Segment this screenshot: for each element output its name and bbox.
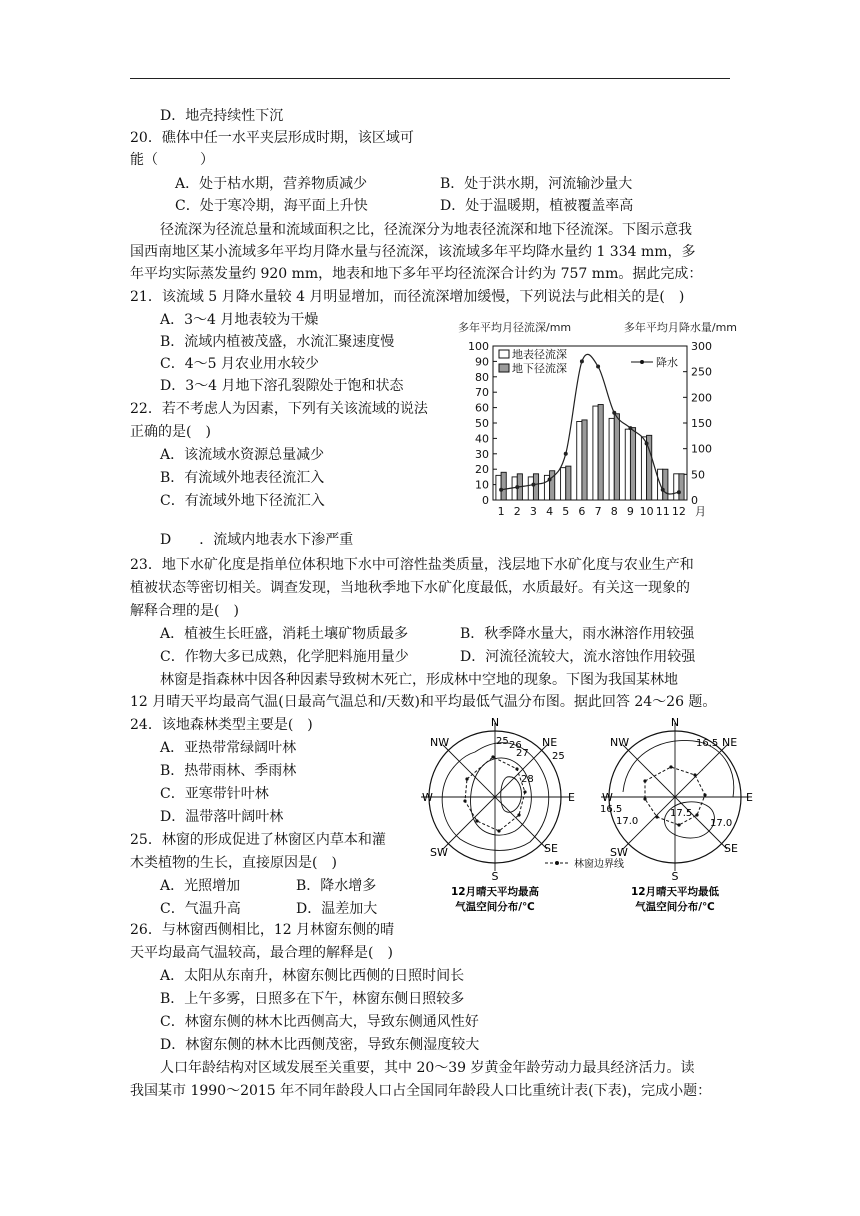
legend-rain-label: 降水 bbox=[656, 356, 678, 369]
header-rule bbox=[130, 78, 730, 79]
q23-stem-2: 植被状态等密切相关。调查发现，当地秋季地下水矿化度最低，水质最好。有关这一现象的 bbox=[130, 580, 690, 596]
isotherm-label: 26 bbox=[509, 740, 522, 751]
ground-runoff-bar bbox=[566, 466, 571, 500]
ground-runoff-bar bbox=[630, 428, 635, 500]
gap-boundary-legend bbox=[545, 857, 624, 870]
dir-nw-left: NW bbox=[430, 736, 450, 749]
passage-2-line-2: 12 月晴天平均最高气温(日最高气温总和/天数)和平均最低气温分布图。据此回答 24～26 题。 bbox=[130, 694, 717, 710]
dir-ne-left: NE bbox=[542, 736, 558, 749]
dir-s-right: S bbox=[671, 870, 679, 883]
right-tick-label: 0 bbox=[691, 494, 698, 507]
dir-e-left: E bbox=[568, 791, 575, 804]
legend-surface-swatch bbox=[499, 350, 509, 358]
x-tick-label: 5 bbox=[562, 505, 570, 518]
isotherm-label: 28 bbox=[521, 774, 534, 785]
x-tick-label: 2 bbox=[513, 505, 521, 518]
x-tick-label: 4 bbox=[546, 505, 554, 518]
q25-stem: 25．林窗的形成促进了林窗区内草本和灌 bbox=[130, 832, 386, 848]
x-tick-label: 1 bbox=[497, 505, 505, 518]
q26-option-d: D．林窗东侧的林木比西侧茂密，导致东侧湿度较大 bbox=[160, 1037, 480, 1053]
surface-runoff-bar bbox=[528, 477, 533, 500]
q25-option-d: D．温差加大 bbox=[296, 901, 378, 917]
isotherm-label: 25 bbox=[496, 736, 509, 747]
q21-option-c: C．4～5 月农业用水较少 bbox=[160, 356, 319, 372]
right-tick-label: 100 bbox=[691, 442, 712, 456]
q23-stem-3: 解释合理的是( ) bbox=[130, 603, 239, 619]
ground-runoff-bar bbox=[679, 474, 684, 500]
caption-max-2: 气温空间分布/℃ bbox=[455, 901, 535, 913]
left-tick-label: 70 bbox=[475, 386, 489, 400]
legend-rain-dot bbox=[640, 360, 644, 364]
right-tick-label: 150 bbox=[691, 417, 712, 430]
q24-option-b: B．热带雨林、季雨林 bbox=[160, 763, 297, 779]
q24-option-c: C．亚寒带针叶林 bbox=[160, 786, 269, 802]
legend-ground-swatch bbox=[499, 364, 509, 372]
precipitation-point bbox=[499, 488, 503, 492]
q25-stem-2: 木类植物的生长，直接原因是( ) bbox=[130, 855, 337, 871]
q21-stem: 21．该流域 5 月降水量较 4 月明显增加，而径流深增加缓慢，下列说法与此相关的是( ) bbox=[130, 289, 685, 305]
surface-runoff-bar bbox=[577, 421, 582, 500]
right-tick-label: 50 bbox=[691, 468, 705, 482]
right-tick-label: 250 bbox=[691, 365, 712, 379]
left-tick-label: 80 bbox=[475, 370, 489, 384]
q25-option-a: A．光照增加 bbox=[160, 878, 241, 894]
dir-n-left: N bbox=[490, 716, 500, 729]
passage-1-line-2: 国西南地区某小流域多年平均月降水量与径流深，该流域多年平均降水量约 1 334 mm，多 bbox=[130, 244, 696, 260]
surface-runoff-bar bbox=[496, 475, 501, 500]
x-tick-label: 8 bbox=[610, 505, 618, 518]
left-axis-title: 多年平均月径流深/mm bbox=[458, 321, 572, 334]
q20-stem: 20．礁体中任一水平夹层形成时期，该区域可 bbox=[130, 130, 414, 146]
passage-3-line-1: 人口年龄结构对区域发展至关重要，其中 20～39 岁黄金年龄劳动力最具经济活力。读 bbox=[160, 1060, 695, 1076]
q19-option-d: D．地壳持续性下沉 bbox=[160, 108, 284, 124]
min-temperature-diagram bbox=[600, 716, 753, 883]
x-tick-label: 3 bbox=[529, 505, 537, 518]
q25-option-c: C．气温升高 bbox=[160, 901, 241, 917]
left-tick-label: 40 bbox=[475, 432, 489, 446]
dir-n-right: N bbox=[670, 716, 680, 729]
dir-se-right: SE bbox=[724, 842, 738, 855]
q20-option-c: C．处于寒冷期，海平面上升快 bbox=[175, 198, 368, 214]
dir-se-left: SE bbox=[544, 842, 558, 855]
isotherm-label: 17.5 bbox=[670, 808, 693, 819]
ground-runoff-bar bbox=[663, 469, 668, 500]
right-tick-label: 200 bbox=[691, 391, 712, 405]
q26-stem-2: 天平均最高气温较高，最合理的解释是( ) bbox=[130, 945, 393, 961]
precipitation-point bbox=[564, 452, 568, 456]
q24-option-d: D．温带落叶阔叶林 bbox=[160, 809, 284, 825]
left-tick-label: 0 bbox=[482, 494, 489, 507]
right-axis-title: 多年平均月降水量/mm bbox=[623, 321, 737, 334]
isotherm-label: 25 bbox=[552, 751, 565, 762]
precipitation-point bbox=[531, 483, 535, 487]
x-tick-label: 9 bbox=[626, 505, 634, 518]
precipitation-point bbox=[596, 365, 600, 369]
dir-sw-left: SW bbox=[430, 846, 448, 859]
surface-runoff-bar bbox=[625, 429, 630, 500]
ground-runoff-bar bbox=[501, 472, 506, 500]
passage-1-line-3: 年平均实际蒸发量约 920 mm，地表和地下多年平均径流深合计约为 757 mm。据此完成： bbox=[130, 266, 703, 282]
precipitation-point bbox=[645, 442, 649, 446]
q22-option-b: B．有流域外地表径流汇入 bbox=[160, 470, 325, 486]
dir-sw-right: SW bbox=[610, 846, 628, 859]
x-tick-label: 7 bbox=[594, 505, 602, 518]
runoff-precipitation-chart bbox=[455, 318, 740, 528]
q23-option-d: D．河流径流较大，流水溶蚀作用较强 bbox=[460, 649, 696, 665]
dir-s-left: S bbox=[491, 870, 499, 883]
isotherm-label: 16.5 bbox=[600, 804, 623, 815]
q21-option-a: A．3～4 月地表较为干燥 bbox=[160, 312, 319, 328]
caption-min-2: 气温空间分布/℃ bbox=[635, 901, 715, 913]
precipitation-point bbox=[548, 477, 552, 481]
precipitation-line bbox=[501, 354, 679, 494]
q20-option-d: D．处于温暖期，植被覆盖率高 bbox=[440, 198, 634, 214]
x-tick-label: 6 bbox=[578, 505, 586, 518]
passage-3-line-2: 我国某市 1990～2015 年不同年龄段人口占全国同年龄段人口比重统计表(下表)，完成小题： bbox=[130, 1083, 712, 1099]
surface-runoff-bar bbox=[561, 468, 566, 500]
ground-runoff-bar bbox=[614, 414, 619, 500]
precipitation-point bbox=[661, 488, 665, 492]
dir-w-right: W bbox=[602, 791, 613, 804]
q26-option-c: C．林窗东侧的林木比西侧高大，导致东侧通风性好 bbox=[160, 1014, 479, 1030]
precipitation-point bbox=[612, 411, 616, 415]
right-tick-label: 300 bbox=[691, 340, 712, 353]
x-tick-label: 11 bbox=[655, 505, 670, 518]
isotherm-label: 17.0 bbox=[710, 818, 733, 829]
isotherm-label: 16.5 bbox=[696, 738, 719, 749]
q20-option-b: B．处于洪水期，河流输沙量大 bbox=[440, 176, 633, 192]
surface-runoff-bar bbox=[609, 418, 614, 500]
caption-min-1: 12月晴天平均最低 bbox=[630, 886, 720, 898]
q20-stem-2: 能（ ） bbox=[130, 152, 214, 168]
left-tick-label: 100 bbox=[468, 340, 489, 353]
precipitation-point bbox=[580, 359, 584, 363]
dir-ne-right: NE bbox=[722, 736, 738, 749]
q22-stem: 22．若不考虑人为因素，下列有关该流域的说法 bbox=[130, 401, 428, 417]
q23-option-c: C．作物大多已成熟，化学肥料施用量少 bbox=[160, 649, 409, 665]
surface-runoff-bar bbox=[641, 437, 646, 500]
passage-2-line-1: 林窗是指森林中因各种因素导致树木死亡，形成林中空地的现象。下图为我国某林地 bbox=[160, 672, 678, 688]
x-unit-label: 月 bbox=[695, 505, 706, 518]
ground-runoff-bar bbox=[598, 405, 603, 500]
legend-label: 林窗边界线 bbox=[574, 859, 624, 870]
q23-stem: 23．地下水矿化度是指单位体积地下水中可溶性盐类质量，浅层地下水矿化度与农业生产和 bbox=[130, 557, 694, 573]
q26-stem: 26．与林窗西侧相比，12 月林窗东侧的晴 bbox=[130, 922, 395, 938]
legend-surface-label: 地表径流深 bbox=[512, 348, 567, 361]
q22-option-d: D ．流域内地表水下渗严重 bbox=[160, 532, 354, 548]
q23-option-a: A．植被生长旺盛，消耗土壤矿物质最多 bbox=[160, 626, 409, 642]
q21-option-b: B．流域内植被茂盛，水流汇聚速度慢 bbox=[160, 334, 395, 350]
dir-w-left: W bbox=[422, 791, 433, 804]
ground-runoff-bar bbox=[533, 474, 538, 500]
q21-option-d: D．3～4 月地下溶孔裂隙处于饱和状态 bbox=[160, 378, 404, 394]
dir-nw-right: NW bbox=[610, 736, 630, 749]
left-tick-label: 60 bbox=[475, 401, 489, 415]
q23-option-b: B．秋季降水量大，雨水淋溶作用较强 bbox=[460, 626, 695, 642]
q24-stem: 24．该地森林类型主要是( ) bbox=[130, 717, 313, 733]
caption-max-1: 12月晴天平均最高 bbox=[450, 886, 540, 898]
q24-option-a: A．亚热带常绿阔叶林 bbox=[160, 740, 297, 756]
forest-gap-temperature-figure bbox=[420, 712, 755, 917]
isotherm-label: 17.0 bbox=[616, 816, 639, 827]
precipitation-point bbox=[628, 426, 632, 430]
legend-ground-label: 地下径流深 bbox=[512, 362, 567, 375]
precipitation-point bbox=[677, 490, 681, 494]
isotherm-label: 27 bbox=[516, 748, 529, 759]
q25-option-b: B．降水增多 bbox=[296, 878, 377, 894]
q26-option-b: B．上午多雾，日照多在下午，林窗东侧日照较多 bbox=[160, 991, 465, 1007]
max-temperature-diagram bbox=[421, 716, 575, 883]
surface-runoff-bar bbox=[593, 406, 598, 500]
left-tick-label: 90 bbox=[475, 355, 489, 369]
left-tick-label: 10 bbox=[475, 478, 489, 492]
left-tick-label: 20 bbox=[475, 463, 489, 477]
precipitation-point bbox=[515, 485, 519, 489]
q22-stem-2: 正确的是( ) bbox=[130, 424, 211, 440]
dir-e-right: E bbox=[746, 791, 753, 804]
q20-option-a: A．处于枯水期，营养物质减少 bbox=[175, 176, 368, 192]
q26-option-a: A．太阳从东南升，林窗东侧比西侧的日照时间长 bbox=[160, 968, 465, 984]
left-tick-label: 30 bbox=[475, 447, 489, 461]
ground-runoff-bar bbox=[582, 420, 587, 500]
q22-option-c: C．有流域外地下径流汇入 bbox=[160, 493, 325, 509]
surface-runoff-bar bbox=[674, 474, 679, 500]
x-tick-label: 10 bbox=[639, 505, 654, 518]
q22-option-a: A．该流域水资源总量减少 bbox=[160, 447, 325, 463]
x-tick-label: 12 bbox=[671, 505, 686, 518]
passage-1-line-1: 径流深为径流总量和流域面积之比，径流深分为地表径流深和地下径流深。下图示意我 bbox=[160, 222, 692, 238]
left-tick-label: 50 bbox=[475, 417, 489, 430]
